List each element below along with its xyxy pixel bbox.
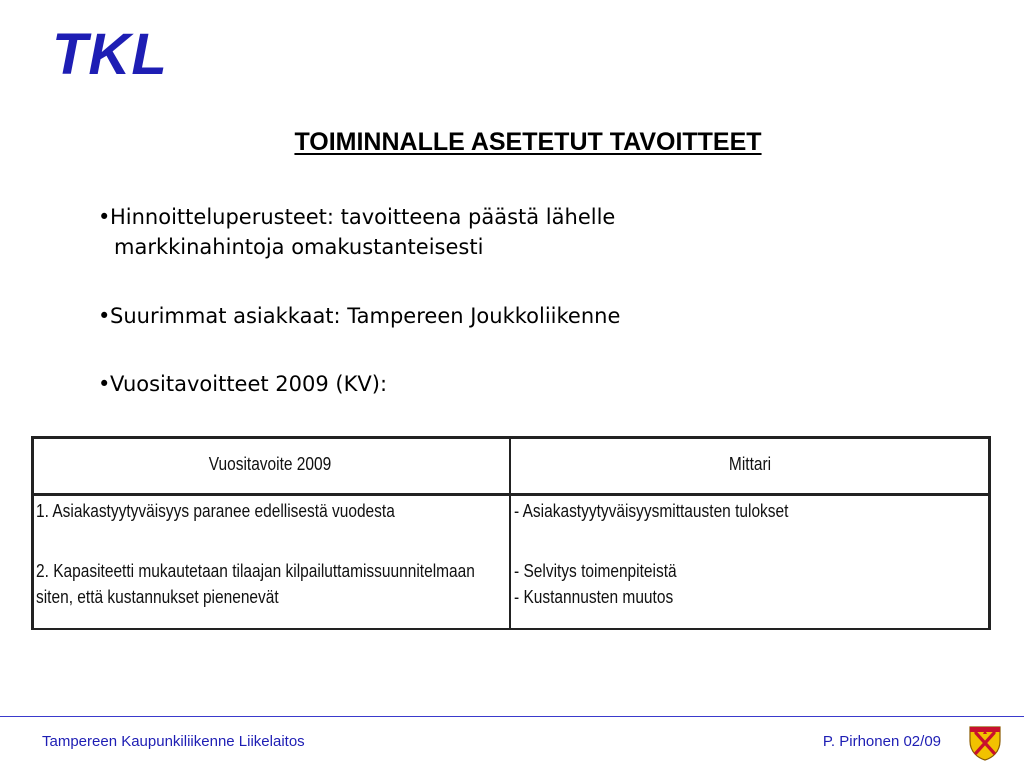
footer-author-date: P. Pirhonen 02/09 <box>822 733 941 750</box>
metric-2-text-line1: - Selvitys toimenpiteistä <box>514 561 677 581</box>
tampere-coat-of-arms-icon <box>968 725 1002 761</box>
bullet-marker: • <box>98 304 111 328</box>
bullet-marker: • <box>98 372 111 396</box>
bullet-text: Suurimmat asiakkaat: Tampereen Joukkoliikenne <box>110 304 621 328</box>
bullet-annual-goals <box>98 369 387 399</box>
table-header-metric: Mittari <box>728 454 772 474</box>
bullet-customers <box>98 301 620 331</box>
goal-2-text-line1: 2. Kapasiteetti mukautetaan tilaajan kilpailuttamissuunnitelmaan <box>36 561 475 581</box>
metric-2-text-line2: - Kustannusten muutos <box>514 587 674 607</box>
bullet-marker: • <box>98 205 111 229</box>
table-cell-metric-1 <box>514 498 788 524</box>
table-header-goal: Vuositavoite 2009 <box>208 454 332 474</box>
metric-1-text: - Asiakastyytyväisyysmittausten tulokset <box>514 501 789 521</box>
goal-1-text: 1. Asiakastyytyväisyys paranee edellisestä vuodesta <box>36 501 395 521</box>
table-cell-goal-1 <box>36 498 395 524</box>
bullet-text: Hinnoitteluperusteet: tavoitteena päästä lähelle <box>110 205 616 229</box>
table-header-divider <box>31 493 991 496</box>
table-column-divider <box>509 436 511 630</box>
tkl-logo: TKL <box>52 22 168 87</box>
goal-2-text-line2: siten, että kustannukset pienenevät <box>36 587 279 607</box>
slide-title: TOIMINNALLE ASETETUT TAVOITTEET <box>294 128 762 156</box>
bullet-text: Vuositavoitteet 2009 (KV): <box>110 372 388 396</box>
footer-divider <box>0 716 1024 717</box>
goals-table <box>31 436 991 630</box>
table-cell-goal-2 <box>36 558 475 610</box>
table-cell-metric-2 <box>514 558 677 610</box>
bullet-pricing <box>98 202 615 262</box>
bullet-text-continuation: markkinahintoja omakustanteisesti <box>114 235 484 259</box>
footer-organization: Tampereen Kaupunkiliikenne Liikelaitos <box>42 733 305 750</box>
